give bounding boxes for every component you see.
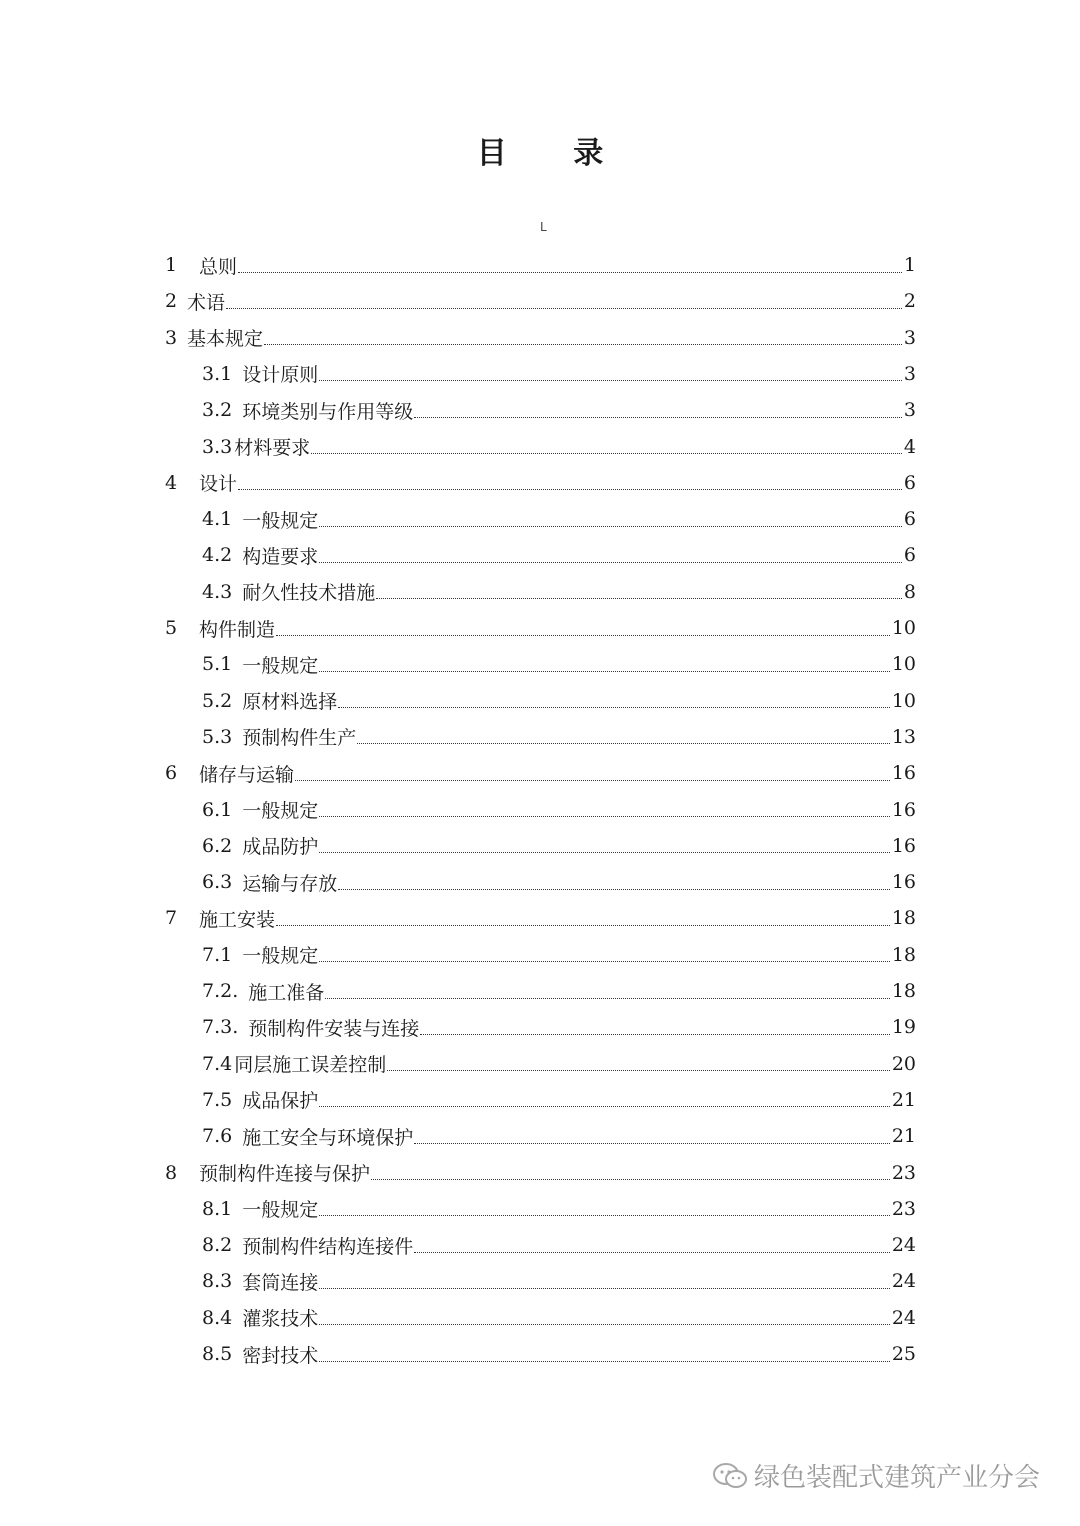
toc-page-number: 21 xyxy=(891,1088,916,1111)
toc-page-number: 21 xyxy=(891,1125,916,1148)
toc-page-number: 10 xyxy=(891,653,916,676)
toc-label: 原材料选择 xyxy=(242,691,338,714)
toc-page-number: 2 xyxy=(903,290,916,313)
toc-chapter-row xyxy=(165,247,916,283)
toc-label: 成品防护 xyxy=(242,836,319,859)
toc-leader-dots xyxy=(387,1070,890,1071)
toc-section-row xyxy=(202,864,916,900)
toc-label: 总则 xyxy=(199,255,238,278)
toc-label: 一般规定 xyxy=(242,654,319,677)
toc-number: 8.2 xyxy=(202,1234,233,1257)
toc-label: 预制构件连接与保护 xyxy=(199,1163,371,1185)
toc-page-number: 3 xyxy=(903,362,916,385)
toc-page-number: 16 xyxy=(891,834,916,857)
toc-page-number: 16 xyxy=(891,798,916,821)
toc-page-number: 10 xyxy=(891,617,916,639)
page-mark: L xyxy=(540,220,547,234)
toc-label: 构件制造 xyxy=(199,618,276,641)
toc-page-number: 18 xyxy=(891,907,916,930)
toc-section-row xyxy=(202,1046,916,1082)
toc-leader-dots xyxy=(238,272,902,273)
toc-page-number: 24 xyxy=(891,1306,916,1329)
toc-label: 一般规定 xyxy=(242,945,319,968)
toc-section-row xyxy=(202,1227,916,1263)
toc-number: 4 xyxy=(165,471,178,494)
toc-section-row xyxy=(202,501,916,537)
toc-section-row xyxy=(202,1191,916,1227)
wechat-icon xyxy=(712,1461,748,1491)
toc-leader-dots xyxy=(414,417,902,418)
watermark-text: 绿色装配式建筑产业分会 xyxy=(754,1463,1041,1493)
toc-label: 施工安装 xyxy=(199,908,276,931)
toc-page-number: 25 xyxy=(891,1343,916,1365)
toc-number: 4.1 xyxy=(202,508,233,531)
toc-section-row xyxy=(202,1009,916,1045)
toc-number: 8.3 xyxy=(202,1270,233,1293)
toc-number: 3.3 xyxy=(202,435,233,458)
toc-number: 6.2 xyxy=(202,834,233,857)
toc-number: 6.1 xyxy=(202,798,233,821)
toc-page-number: 18 xyxy=(891,980,916,1002)
toc-label: 一般规定 xyxy=(242,1199,319,1222)
toc-label: 设计 xyxy=(199,473,238,496)
toc-page-number: 18 xyxy=(891,943,916,966)
toc-section-row xyxy=(202,828,916,864)
toc-page-number: 16 xyxy=(891,871,916,894)
toc-number: 7.6 xyxy=(202,1125,233,1148)
toc-chapter-row xyxy=(165,320,916,356)
toc-number: 5.3 xyxy=(202,725,233,748)
toc-label: 设计原则 xyxy=(242,364,319,387)
toc-label: 预制构件安装与连接 xyxy=(248,1017,420,1040)
toc-leader-dots xyxy=(276,925,890,926)
toc-leader-dots xyxy=(420,1034,890,1035)
toc-leader-dots xyxy=(319,816,890,817)
toc-number: 5 xyxy=(165,617,178,639)
toc-leader-dots xyxy=(319,671,890,672)
toc-label: 耐久性技术措施 xyxy=(242,582,376,605)
toc-page-number: 1 xyxy=(903,254,916,276)
toc-label: 施工安全与环境保护 xyxy=(242,1126,414,1149)
toc-section-row xyxy=(202,973,916,1009)
toc-leader-dots xyxy=(319,1106,890,1107)
toc-label: 材料要求 xyxy=(234,437,311,459)
toc-number: 7.1 xyxy=(202,943,233,966)
toc-section-row xyxy=(202,719,916,755)
toc-page-number: 23 xyxy=(891,1197,916,1220)
toc-page-number: 16 xyxy=(891,762,916,785)
toc-section-row xyxy=(202,646,916,682)
toc-page-number: 6 xyxy=(903,471,916,494)
toc-number: 7.4 xyxy=(202,1052,233,1075)
toc-number: 7 xyxy=(165,907,178,930)
toc-number: 6.3 xyxy=(202,871,233,894)
toc-chapter-row xyxy=(165,610,916,646)
toc-label: 预制构件结构连接件 xyxy=(242,1235,414,1258)
toc-label: 一般规定 xyxy=(242,800,319,822)
toc-label: 储存与运输 xyxy=(199,763,295,786)
toc-number: 3.1 xyxy=(202,362,233,385)
toc-number: 7.5 xyxy=(202,1088,233,1111)
toc-page-number: 8 xyxy=(903,580,916,603)
toc-chapter-row xyxy=(165,1155,916,1191)
toc-label: 成品保护 xyxy=(242,1090,319,1113)
toc-page-number: 3 xyxy=(903,399,916,422)
toc-section-row xyxy=(202,792,916,828)
toc-section-row xyxy=(202,1263,916,1299)
toc-label: 一般规定 xyxy=(242,509,319,532)
toc-page-number: 13 xyxy=(891,725,916,748)
toc-section-row xyxy=(202,1300,916,1336)
toc-page-number: 4 xyxy=(903,435,916,458)
toc-label: 同层施工误差控制 xyxy=(234,1054,387,1077)
toc-leader-dots xyxy=(338,707,890,708)
toc-label: 预制构件生产 xyxy=(242,727,357,750)
toc-chapter-row xyxy=(165,465,916,501)
toc-leader-dots xyxy=(319,380,902,381)
toc-page-number: 23 xyxy=(891,1161,916,1184)
toc-leader-dots xyxy=(338,889,890,890)
toc-leader-dots xyxy=(319,562,902,563)
toc-number: 4.3 xyxy=(202,580,233,603)
toc-section-row xyxy=(202,1336,916,1372)
toc-leader-dots xyxy=(319,1215,890,1216)
toc-number: 8.4 xyxy=(202,1306,233,1329)
watermark xyxy=(712,1457,1040,1494)
toc-page-number: 6 xyxy=(903,508,916,531)
toc-page-number: 3 xyxy=(903,326,916,349)
toc-section-row xyxy=(202,537,916,573)
toc-leader-dots xyxy=(319,1288,890,1289)
toc-label: 施工准备 xyxy=(248,981,325,1004)
toc-leader-dots xyxy=(295,780,890,781)
toc-chapter-row xyxy=(165,755,916,791)
toc-number: 2 xyxy=(165,290,178,313)
toc-section-row xyxy=(202,429,916,465)
toc-leader-dots xyxy=(319,852,890,853)
toc-label: 构造要求 xyxy=(242,545,319,568)
toc-leader-dots xyxy=(325,998,890,999)
toc-number: 7.2. xyxy=(202,980,239,1002)
toc-page-number: 24 xyxy=(891,1270,916,1293)
toc-leader-dots xyxy=(371,1179,890,1180)
toc-label: 环境类别与作用等级 xyxy=(242,400,414,423)
toc-page-number: 6 xyxy=(903,544,916,567)
toc-page-number: 20 xyxy=(891,1052,916,1075)
toc-number: 5.2 xyxy=(202,689,233,712)
toc-number: 6 xyxy=(165,762,178,785)
toc-section-row xyxy=(202,937,916,973)
toc-number: 8 xyxy=(165,1161,178,1184)
toc-leader-dots xyxy=(357,743,890,744)
toc-label: 密封技术 xyxy=(242,1344,319,1367)
toc-leader-dots xyxy=(319,1324,890,1325)
toc-number: 4.2 xyxy=(202,544,233,567)
toc-chapter-row xyxy=(165,283,916,319)
toc-page-number: 10 xyxy=(891,689,916,712)
toc-section-row xyxy=(202,392,916,428)
toc-leader-dots xyxy=(276,635,890,636)
toc-label: 套筒连接 xyxy=(242,1271,319,1294)
toc-number: 3 xyxy=(165,326,178,349)
toc-label: 术语 xyxy=(187,291,226,314)
toc-section-row xyxy=(202,1082,916,1118)
toc-leader-dots xyxy=(319,961,890,962)
toc-label: 运输与存放 xyxy=(242,872,338,895)
toc-number: 5.1 xyxy=(202,653,233,676)
toc-label: 灌浆技术 xyxy=(242,1308,319,1331)
toc-leader-dots xyxy=(264,344,902,345)
toc-label: 基本规定 xyxy=(187,328,264,351)
toc-number: 7.3. xyxy=(202,1016,239,1039)
toc-section-row xyxy=(202,1118,916,1154)
toc-section-row xyxy=(202,574,916,610)
toc-number: 3.2 xyxy=(202,399,233,422)
toc-section-row xyxy=(202,356,916,392)
page-title: 目 录 xyxy=(476,136,632,171)
toc-leader-dots xyxy=(238,489,902,490)
toc-number: 8.1 xyxy=(202,1197,233,1220)
toc-section-row xyxy=(202,683,916,719)
toc-leader-dots xyxy=(414,1252,890,1253)
toc-leader-dots xyxy=(226,308,902,309)
toc-number: 1 xyxy=(165,254,178,276)
toc-leader-dots xyxy=(311,453,902,454)
toc-chapter-row xyxy=(165,900,916,936)
toc-leader-dots xyxy=(319,526,902,527)
toc-leader-dots xyxy=(319,1361,890,1362)
toc-page-number: 19 xyxy=(891,1016,916,1039)
toc-page-number: 24 xyxy=(891,1234,916,1257)
toc-leader-dots xyxy=(414,1143,890,1144)
toc-leader-dots xyxy=(376,598,902,599)
toc-number: 8.5 xyxy=(202,1343,233,1365)
